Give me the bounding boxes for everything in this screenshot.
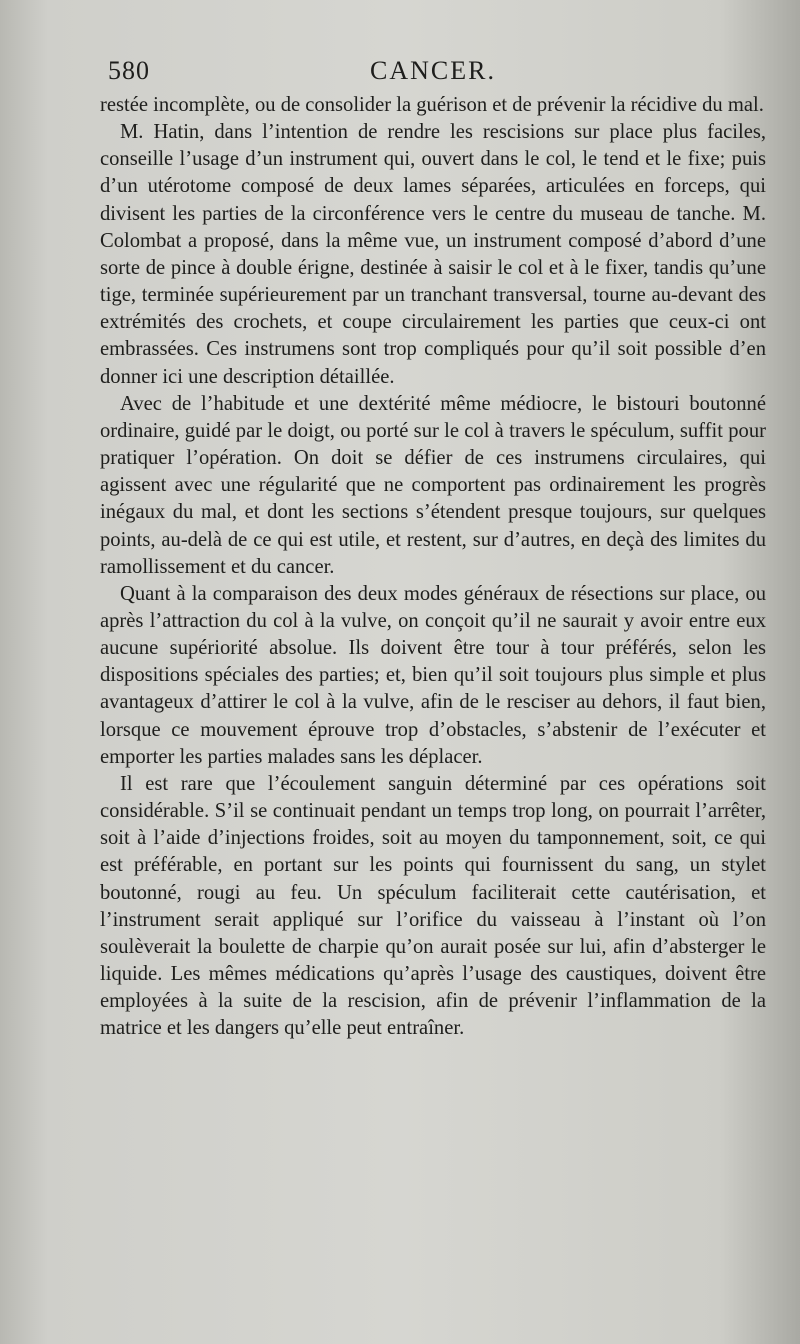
- paragraph-bistouri: Avec de l’habitude et une dextérité même médiocre, le bistouri boutonné ordinaire, guidé par le doigt, ou porté sur le col à travers le spéculum, suffit pour pratiquer l’opération. On doit se défier de ces instrumens circulaires, qui agissent avec une régularité que ne comportent pas ordinairement les progrès inégaux du mal, et dont les sections s’étendent presque toujours, sur quelques points, au-delà de ce qui est utile, et restent, sur d’autres, en deçà des limites du ramollissement et du cancer.: [100, 392, 766, 578]
- page-number: 580: [108, 56, 150, 85]
- paragraph-continuation: restée incomplète, ou de consolider la guérison et de prévenir la récidive du mal.: [100, 94, 764, 116]
- body-text: [100, 92, 766, 1042]
- running-head: CANCER.: [370, 56, 496, 85]
- page-header: [108, 56, 768, 90]
- paragraph-ecoulement-sanguin: Il est rare que l’écoulement sanguin déterminé par ces opérations soit considérable. S’il se continuait pendant un temps trop long, on pourrait l’arrêter, soit à l’aide d’injections froides, soit au moyen du tamponnement, soit, ce qui est préférable, en portant sur les points qui fournissent du sang, un stylet boutonné, rougi au feu. Un spéculum faciliterait cette cautérisation, et l’instrument serait appliqué sur l’orifice du vaisseau à l’instant où l’on soulèverait la boulette de charpie qu’on aurait posée sur lui, afin d’absterger le liquide. Les mêmes médications qu’après l’usage des caustiques, doivent être employées à la suite de la rescision, afin de prévenir l’inflammation de la matrice et les dangers qu’elle peut entraîner.: [100, 772, 766, 1040]
- paragraph-hatin-colombat: M. Hatin, dans l’intention de rendre les rescisions sur place plus faciles, conseille l’usage d’un instrument qui, ouvert dans le col, le tend et le fixe; puis d’un utérotome composé de deux lames séparées, articulées en forceps, qui divisent les parties de la circonférence vers le centre du museau de tanche. M. Colombat a proposé, dans la même vue, un instrument composé d’abord d’une sorte de pince à double érigne, destinée à saisir le col et à le fixer, tandis qu’une tige, terminée supérieurement par un tranchant transversal, tourne au-devant des extrémités des crochets, et coupe circulairement les parties que ceux-ci ont embrassées. Ces instrumens sont trop compliqués pour qu’il soit possible d’en donner ici une description détaillée.: [100, 121, 766, 388]
- paragraph-comparaison: Quant à la comparaison des deux modes généraux de résections sur place, ou après l’attraction du col à la vulve, on conçoit qu’il ne saurait y avoir entre eux aucune supériorité absolue. Ils doivent être tour à tour préférés, selon les dispositions spéciales des parties; et, bien qu’il soit toujours plus simple et plus avantageux d’attirer le col à la vulve, afin de le resciser au dehors, il faut bien, lorsque ce mouvement éprouve trop d’obstacles, s’abstenir de l’exécuter et emporter les parties malades sans les déplacer.: [100, 582, 766, 768]
